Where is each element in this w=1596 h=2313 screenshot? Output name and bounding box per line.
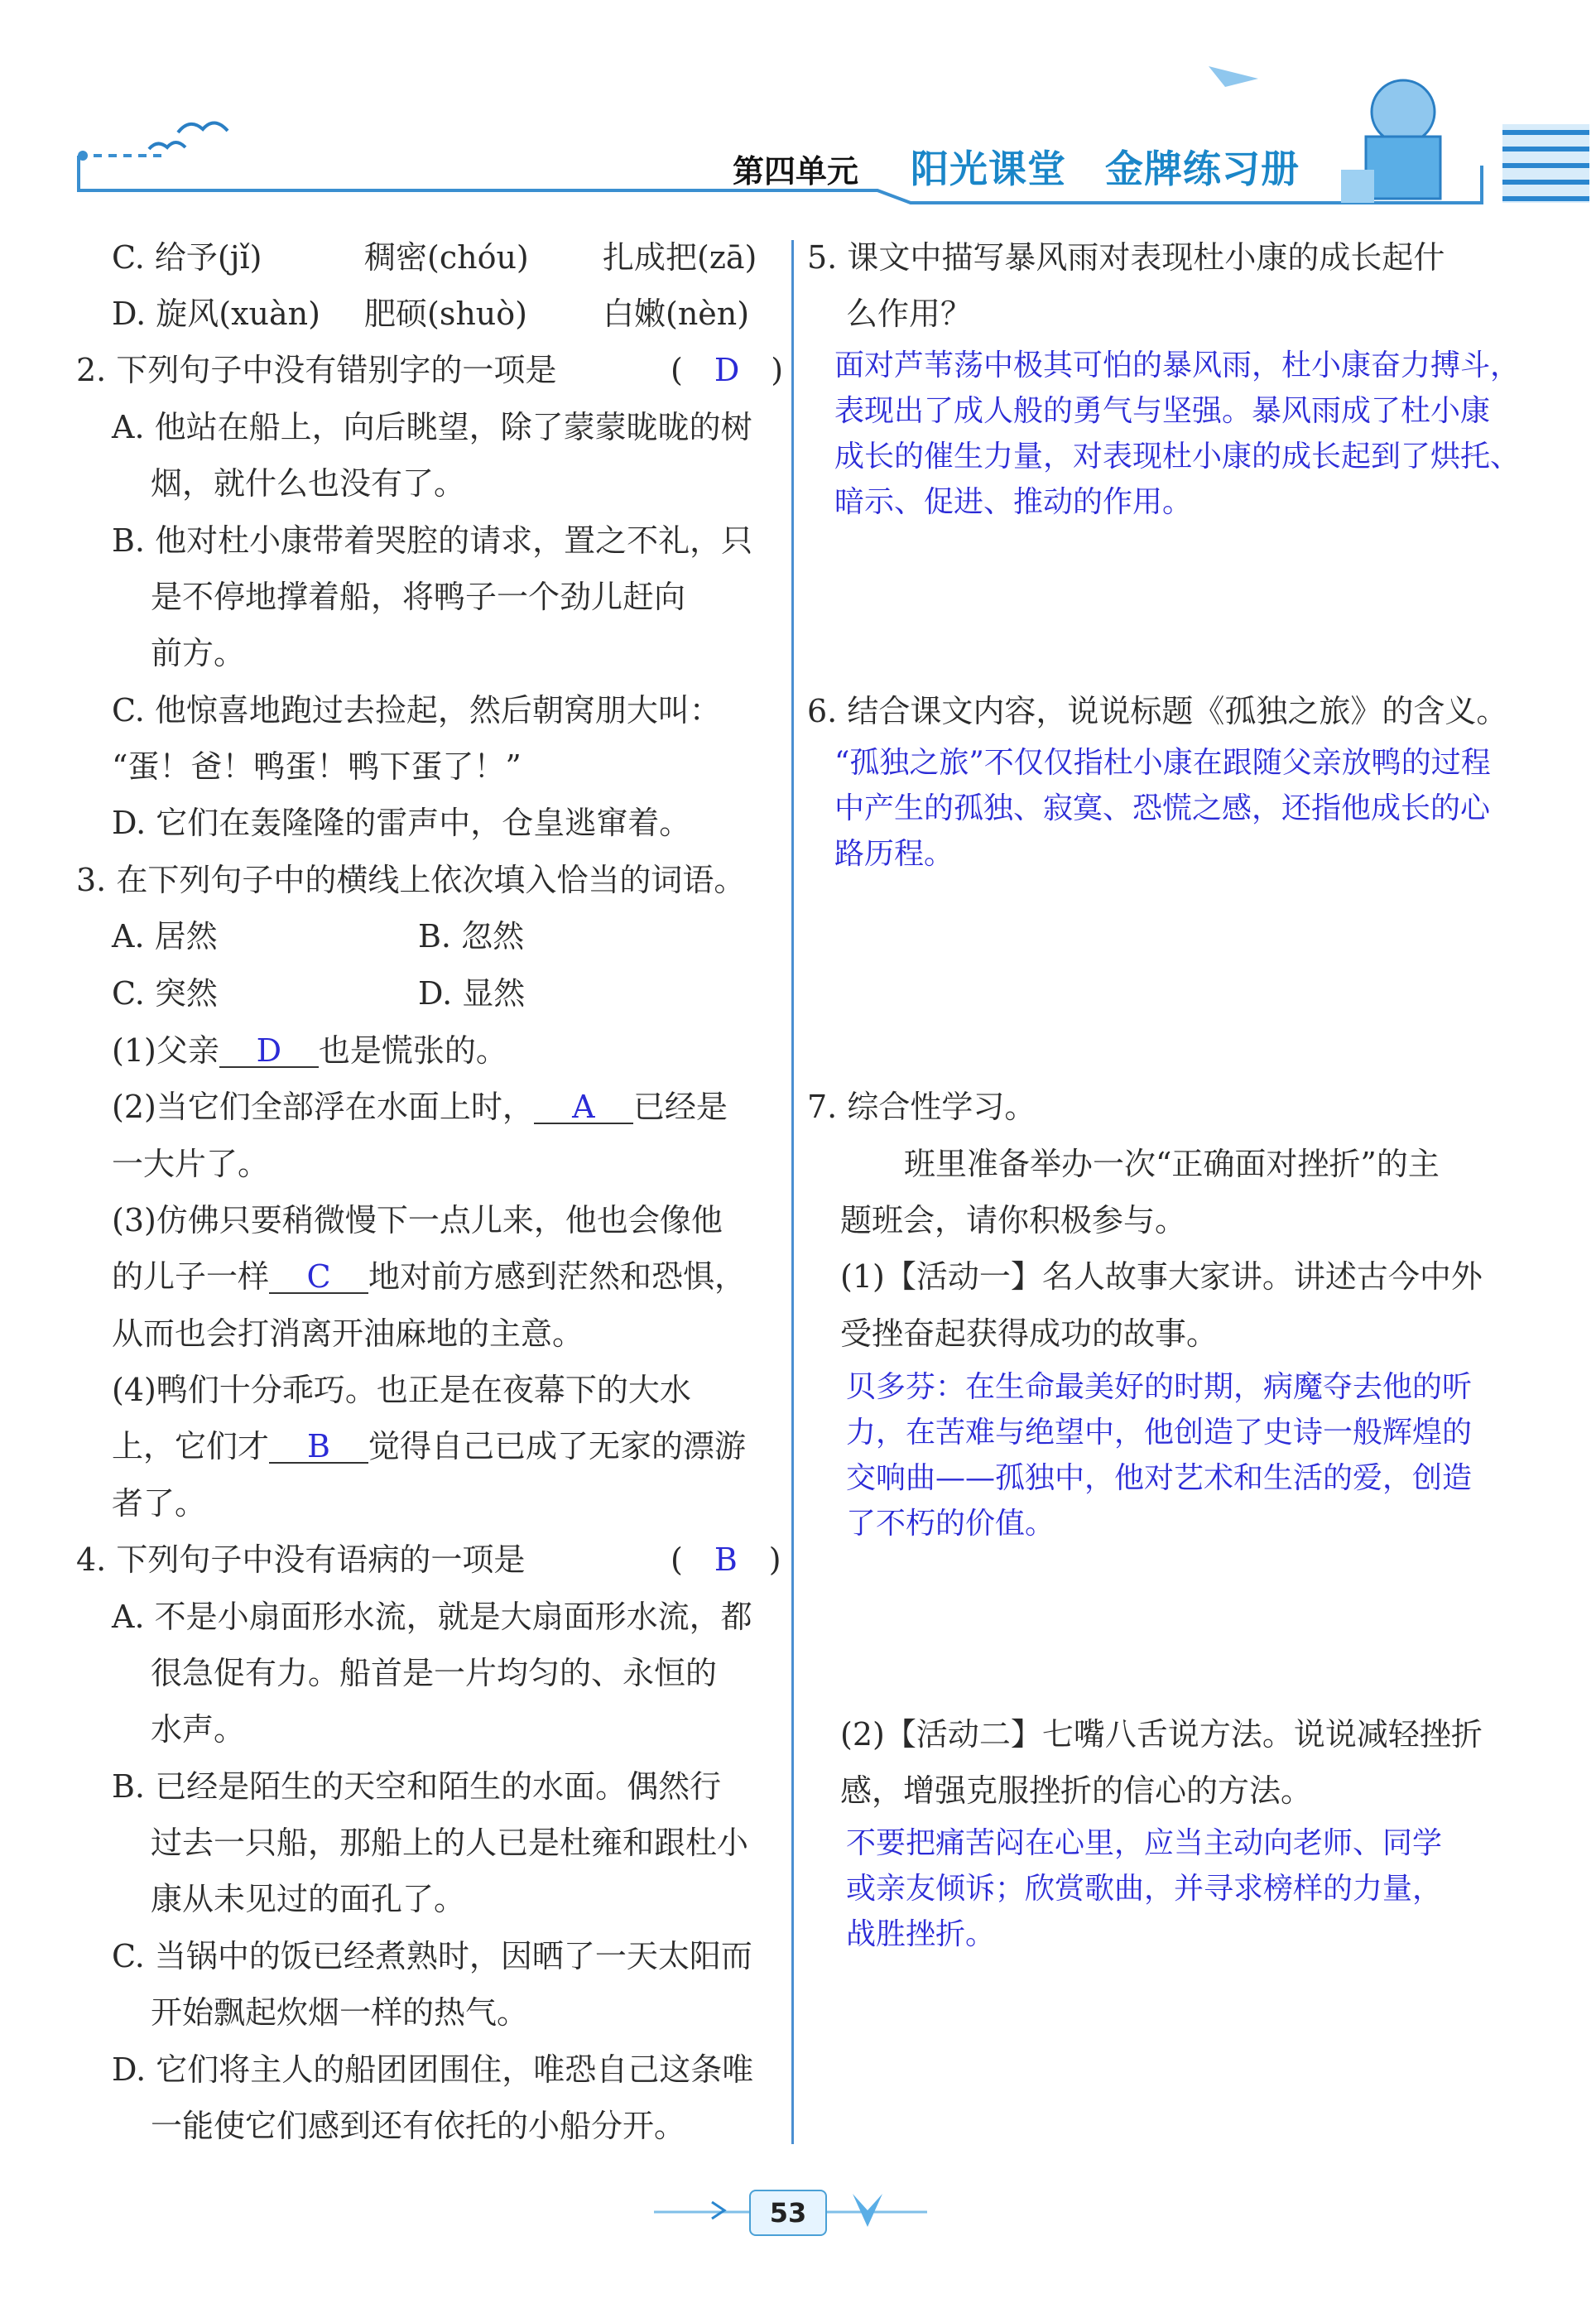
q6-answer: 路历程。 — [834, 837, 954, 871]
q5-stem: 么作用？ — [846, 296, 973, 332]
q4-option-b: 康从未见过的面孔了。 — [151, 1881, 466, 1917]
q2-option-c: “蛋！爸！鸭蛋！鸭下蛋了！” — [112, 748, 522, 785]
page-number: 53 — [749, 2190, 827, 2236]
q7-activity-1-answer: 了不朽的价值。 — [846, 1507, 1055, 1541]
q4-option-a: 很急促有力。船首是一片均匀的、永恒的 — [151, 1655, 718, 1691]
q6-answer: 中产生的孤独、寂寞、恐慌之感，还指他成长的心 — [834, 791, 1491, 825]
q3-sentence-4: 上，它们才 B 觉得自己已成了无家的漂游 — [112, 1428, 747, 1464]
q4-option-a: A. 不是小扇面形水流，就是大扇面形水流，都 — [112, 1599, 752, 1635]
q5-stem: 5. 课文中描写暴风雨对表现杜小康的成长起什 — [807, 239, 1445, 276]
q6-stem: 6. 结合课文内容，说说标题《孤独之旅》的含义。 — [807, 693, 1508, 729]
q3-sentence-4: 者了。 — [112, 1485, 207, 1522]
q7-activity-1-answer: 力，在苦难与绝望中，他创造了史诗一般辉煌的 — [846, 1416, 1473, 1450]
q3-sentence-2: (2)当它们全部浮在水面上时， A 已经是 — [112, 1089, 728, 1125]
q4-option-b: B. 已经是陌生的天空和陌生的水面。偶然行 — [112, 1768, 722, 1805]
q1-option-d2: 肥硕(shuò) — [364, 296, 527, 332]
q3-option-a: A. 居然 — [112, 918, 218, 955]
q7-activity-2: (2)【活动二】七嘴八舌说方法。说说减轻挫折 — [840, 1716, 1483, 1753]
q4-option-b: 过去一只船，那船上的人已是杜雍和跟杜小 — [151, 1825, 749, 1861]
q3-blank-3: C — [269, 1261, 368, 1294]
q7-activity-1: 受挫奋起获得成功的故事。 — [840, 1315, 1219, 1352]
q5-answer: 表现出了成人般的勇气与坚强。暴风雨成了杜小康 — [834, 394, 1491, 428]
q4-answer: B — [714, 1541, 738, 1578]
q5-answer: 成长的催生力量，对表现杜小康的成长起到了烘托、 — [834, 440, 1521, 474]
q3-sentence-2: 一大片了。 — [112, 1146, 270, 1182]
brand-title: 阳光课堂 金牌练习册 — [911, 147, 1300, 191]
q2-answer-box: ( D ) — [671, 352, 784, 388]
q7-activity-1-answer: 交响曲——孤独中，他对艺术和生活的爱，创造 — [846, 1461, 1473, 1495]
q7-activity-1-answer: 贝多芬：在生命最美好的时期，病魔夺去他的听 — [846, 1370, 1473, 1404]
q3-blank-1: D — [219, 1035, 319, 1068]
q3-option-b: B. 忽然 — [418, 918, 525, 955]
q2-option-b: 前方。 — [151, 635, 246, 671]
q3-option-c: C. 突然 — [112, 975, 218, 1012]
q3-sentence-1: (1)父亲 D 也是慌张的。 — [112, 1032, 507, 1069]
q3-blank-2: A — [534, 1091, 633, 1124]
q1-option-c2: 稠密(chóu) — [364, 239, 529, 276]
q7-intro: 题班会，请你积极参与。 — [840, 1202, 1187, 1238]
column-divider — [791, 240, 794, 2144]
q2-option-a: A. 他站在船上，向后眺望，除了蒙蒙昽昽的树 — [112, 409, 752, 445]
q1-option-c3: 扎成把(zā) — [603, 239, 757, 276]
q2-stem: 2. 下列句子中没有错别字的一项是 — [76, 352, 557, 388]
q5-answer: 面对芦苇荡中极其可怕的暴风雨，杜小康奋力搏斗， — [834, 349, 1521, 382]
q2-option-b: B. 他对杜小康带着哭腔的请求，置之不礼，只 — [112, 522, 753, 559]
q3-blank-4: B — [269, 1431, 368, 1464]
q4-option-d: D. 它们将主人的船团团围住，唯恐自己这条唯 — [112, 2051, 754, 2088]
q3-sentence-3: 的儿子一样 C 地对前方感到茫然和恐惧， — [112, 1258, 747, 1295]
q2-option-b: 是不停地撑着船，将鸭子一个劲儿赶向 — [151, 579, 686, 615]
q7-activity-2-answer: 战胜挫折。 — [846, 1917, 996, 1951]
q7-activity-1: (1)【活动一】名人故事大家讲。讲述古今中外 — [840, 1258, 1483, 1295]
q2-answer: D — [714, 352, 740, 388]
q4-option-a: 水声。 — [151, 1711, 246, 1748]
unit-title: 第四单元 — [733, 153, 859, 190]
q1-option-c1: C. 给予(jǐ) — [112, 239, 262, 276]
q3-sentence-3: (3)仿佛只要稍微慢下一点儿来，他也会像他 — [112, 1202, 723, 1238]
q4-option-d: 一能使它们感到还有依托的小船分开。 — [151, 2108, 686, 2144]
q7-stem: 7. 综合性学习。 — [807, 1089, 1036, 1125]
q4-answer-box: ( B ) — [671, 1541, 781, 1578]
q3-sentence-3: 从而也会打消离开油麻地的主意。 — [112, 1315, 584, 1352]
q2-option-d: D. 它们在轰隆隆的雷声中，仓皇逃窜着。 — [112, 805, 691, 841]
q3-option-d: D. 显然 — [418, 975, 526, 1012]
q1-option-d1: D. 旋风(xuàn) — [112, 296, 320, 332]
q4-option-c: C. 当锅中的饭已经煮熟时，因晒了一天太阳而 — [112, 1938, 752, 1974]
q7-activity-2: 感，增强克服挫折的信心的方法。 — [840, 1772, 1313, 1809]
q3-sentence-4: (4)鸭们十分乖巧。也正是在夜幕下的大水 — [112, 1372, 691, 1408]
q6-answer: “孤独之旅”不仅仅指杜小康在跟随父亲放鸭的过程 — [834, 746, 1491, 780]
q2-option-a: 烟，就什么也没有了。 — [151, 465, 466, 502]
q7-activity-2-answer: 或亲友倾诉；欣赏歌曲，并寻求榜样的力量， — [846, 1872, 1443, 1906]
q4-stem: 4. 下列句子中没有语病的一项是 — [76, 1541, 526, 1578]
q4-option-c: 开始飘起炊烟一样的热气。 — [151, 1994, 529, 2031]
q7-activity-2-answer: 不要把痛苦闷在心里，应当主动向老师、同学 — [846, 1826, 1443, 1860]
q2-option-c: C. 他惊喜地跑过去捡起，然后朝窝朋大叫： — [112, 692, 721, 729]
q7-intro: 班里准备举办一次“正确面对挫折”的主 — [904, 1146, 1440, 1182]
q5-answer: 暗示、促进、推动的作用。 — [834, 485, 1193, 519]
q3-stem: 3. 在下列句子中的横线上依次填入恰当的词语。 — [76, 862, 746, 898]
q1-option-d3: 白嫩(nèn) — [603, 296, 750, 332]
